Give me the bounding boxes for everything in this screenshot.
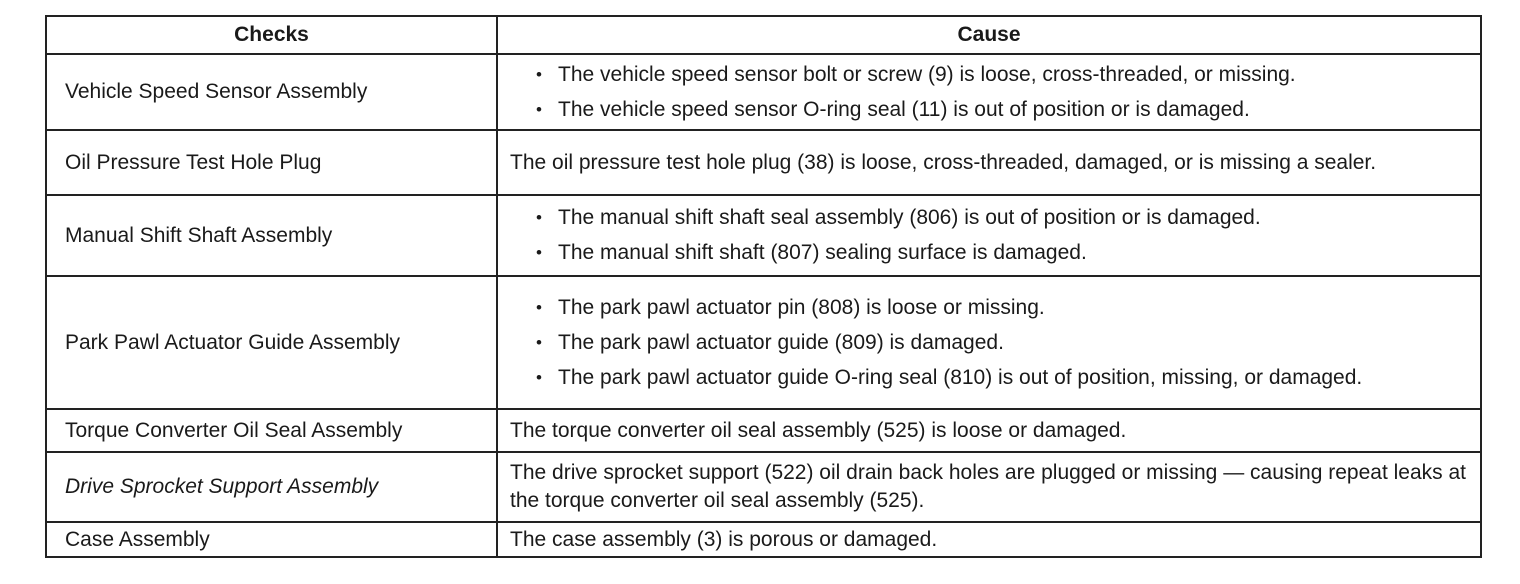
list-item <box>510 61 1466 89</box>
cause-text: The oil pressure test hole plug (38) is loose, cross-threaded, damaged, or is missing a sealer. <box>510 150 1377 174</box>
list-item <box>510 204 1466 232</box>
cause-cell <box>497 452 1481 522</box>
cause-cell <box>497 130 1481 195</box>
list-item <box>510 294 1466 322</box>
bullet-icon: • <box>536 243 542 262</box>
list-item <box>510 329 1466 357</box>
list-item <box>510 96 1466 124</box>
table-row <box>46 130 1481 195</box>
cause-header: Cause <box>497 16 1481 54</box>
check-cell: Manual Shift Shaft Assembly <box>46 195 497 276</box>
list-item <box>510 364 1466 392</box>
cause-cell <box>497 195 1481 276</box>
table-row <box>46 409 1481 452</box>
bullet-text: The park pawl actuator guide (809) is damaged. <box>558 330 1004 354</box>
cause-cell <box>497 276 1481 409</box>
cause-cell <box>497 409 1481 452</box>
cause-bullet-list <box>510 57 1466 128</box>
cause-text: The case assembly (3) is porous or damaged. <box>510 527 938 551</box>
bullet-text: The vehicle speed sensor O-ring seal (11) is out of position or is damaged. <box>558 97 1250 121</box>
table-row <box>46 522 1481 557</box>
cause-cell <box>497 54 1481 130</box>
bullet-text: The manual shift shaft (807) sealing surface is damaged. <box>558 241 1087 264</box>
cause-bullet-list <box>510 290 1466 396</box>
bullet-text: The manual shift shaft seal assembly (806) is out of position or is damaged. <box>558 206 1261 229</box>
cause-bullet-list <box>510 200 1466 271</box>
bullet-text: The vehicle speed sensor bolt or screw (9) is loose, cross-threaded, or missing. <box>558 62 1296 86</box>
checks-header: Checks <box>46 16 497 54</box>
table-row <box>46 276 1481 409</box>
bullet-icon: • <box>536 297 542 317</box>
table-row <box>46 195 1481 276</box>
bullet-icon: • <box>536 208 542 227</box>
check-cell: Vehicle Speed Sensor Assembly <box>46 54 497 130</box>
bullet-icon: • <box>536 99 542 119</box>
cause-text: The drive sprocket support (522) oil drain back holes are plugged or missing — causing repeat leaks at the torque converter oil seal assembly (525). <box>510 461 1467 512</box>
checks-cause-table <box>45 15 1482 558</box>
check-cell: Torque Converter Oil Seal Assembly <box>46 409 497 452</box>
bullet-icon: • <box>536 367 542 387</box>
table-row <box>46 54 1481 130</box>
check-cell: Case Assembly <box>46 522 497 557</box>
bullet-text: The park pawl actuator guide O-ring seal (810) is out of position, missing, or damaged. <box>558 365 1363 389</box>
table-row <box>46 452 1481 522</box>
check-cell: Drive Sprocket Support Assembly <box>46 452 497 522</box>
list-item <box>510 239 1466 267</box>
bullet-icon: • <box>536 332 542 352</box>
check-cell: Park Pawl Actuator Guide Assembly <box>46 276 497 409</box>
cause-cell <box>497 522 1481 557</box>
header-row <box>46 16 1481 54</box>
check-cell: Oil Pressure Test Hole Plug <box>46 130 497 195</box>
bullet-text: The park pawl actuator pin (808) is loose or missing. <box>558 295 1045 319</box>
cause-text: The torque converter oil seal assembly (525) is loose or damaged. <box>510 418 1127 442</box>
bullet-icon: • <box>536 64 542 84</box>
